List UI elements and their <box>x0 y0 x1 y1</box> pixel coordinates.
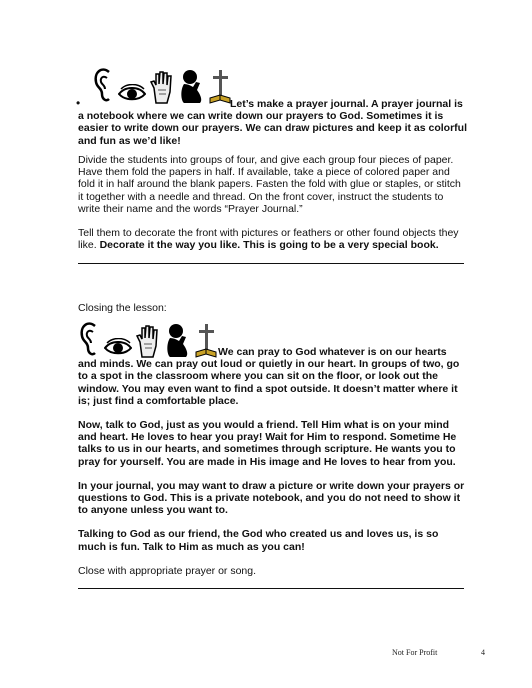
instructions-paragraph-2-bold: Decorate it the way you like. This is going to be a very special book. <box>99 239 439 252</box>
closing-paragraph-5: Close with appropriate prayer or song. <box>78 564 257 577</box>
instructions-paragraph-2 <box>78 227 468 251</box>
instructions-section <box>78 154 468 251</box>
closing-section <box>78 346 468 577</box>
closing-heading: Closing the lesson: <box>78 302 167 314</box>
intro-section <box>78 98 468 147</box>
closing-paragraph-4: Talking to God as our friend, the God who created us and loves us, is so much is fun. Talk to Him as much as you can! <box>78 528 439 553</box>
closing-paragraph-3: In your journal, you may want to draw a picture or write down your prayers or questions to God. This is a private notebook, and you do not need to show it to anyone unless you want to. <box>78 479 465 517</box>
list-bullet: • <box>76 96 81 110</box>
instructions-paragraph-1: Divide the students into groups of four, and give each group four pieces of paper. Have them fold the papers in half. If available, take a piece of colored paper and fold it in half around the blank papers. Fasten the fold with glue or staples, or stitch it together with a needle and thread. On the front cover, instruct the students to write their name and the words “Prayer Journal.” <box>78 154 461 215</box>
page-number: 4 <box>481 648 485 657</box>
intro-text: Let’s make a prayer journal. A prayer journal is a notebook where we can write down our prayers to God. Sometimes it is easier to write down our prayers. We can draw pictures and keep it as colorful and fun as we’d like! <box>78 98 468 147</box>
closing-paragraph-1: We can pray to God whatever is on our hearts and minds. We can pray out loud or quietly in our heart. In groups of two, go to a spot in the classroom where you can sit on the floor, or look out the window. You may even want to find a spot outside. It doesn’t matter where it is; just find a comfortable place. <box>78 346 460 407</box>
section-divider-1 <box>78 263 464 264</box>
footer-label: Not For Profit <box>392 648 438 657</box>
closing-heading-block <box>78 302 468 314</box>
section-divider-2 <box>78 588 464 589</box>
instructions-paragraph-2-plain: Tell them to decorate the front with pictures or feathers or other found objects they like. <box>78 227 459 252</box>
closing-paragraph-2: Now, talk to God, just as you would a friend. Tell Him what is on your mind and heart. He loves to hear you pray! Wait for Him to respond. Sometime He talks to us in our hearts, and sometimes through scripture. He wants you to pray for yourself. You are made in His image and He loves to hear from you. <box>78 419 457 468</box>
